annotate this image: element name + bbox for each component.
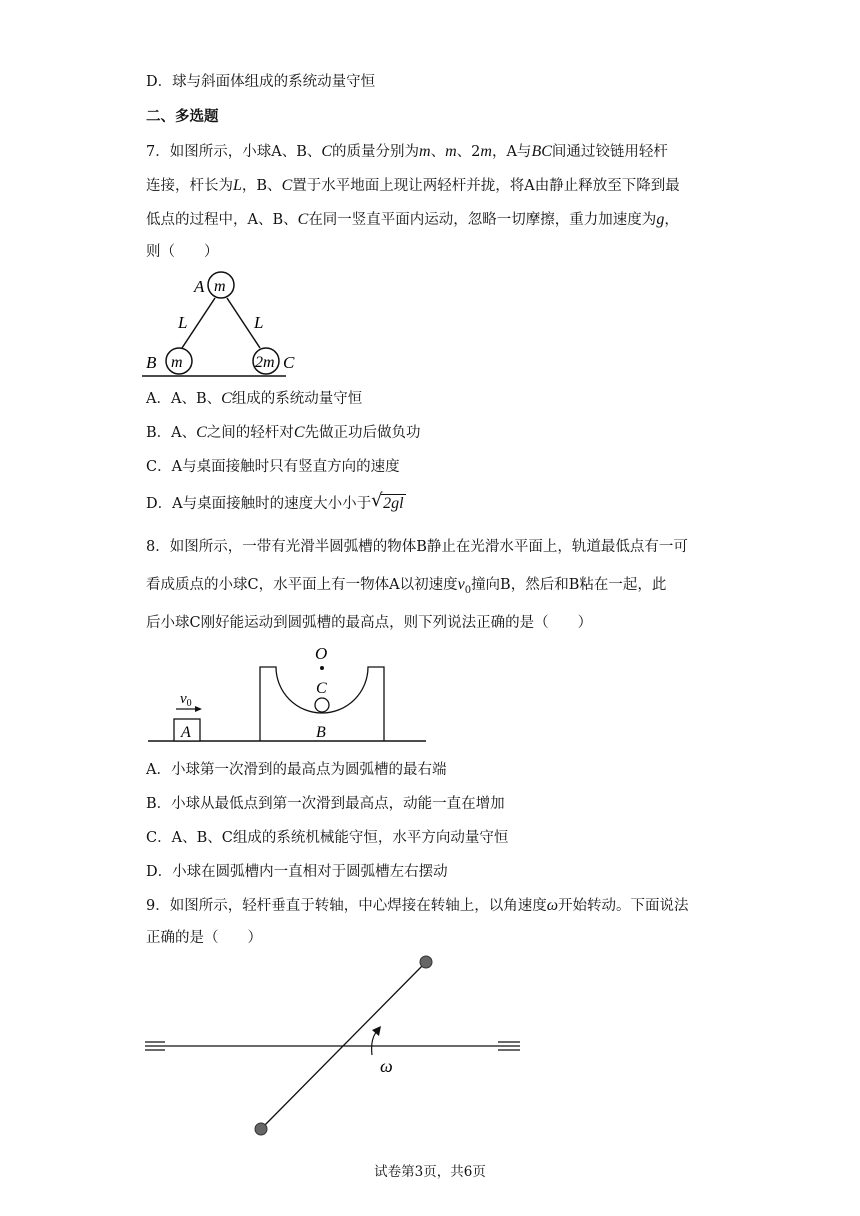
q8-label-c: C xyxy=(316,680,327,697)
q9-label-omega: ω xyxy=(380,1056,393,1076)
q8-label-v0: $v_0$ xyxy=(180,691,192,709)
q8-option-b: B．小球从最低点到第一次滑到最高点，动能一直在增加 xyxy=(146,796,505,812)
q9-ball-top xyxy=(420,956,432,968)
q7-option-a: A．A、B、C组成的系统动量守恒 xyxy=(146,390,363,407)
sqrt-expression: √ 2gl xyxy=(371,490,404,512)
q8-stem-line1: 8．如图所示，一带有光滑半圆弧槽的物体B静止在光滑水平面上，轨道最低点有一可 xyxy=(146,539,688,555)
q7-stem-line4: 则（ ） xyxy=(146,244,219,260)
section-title: 二、多选题 xyxy=(146,108,219,125)
q7-option-c: C．A与桌面接触时只有竖直方向的速度 xyxy=(146,459,400,475)
q7-label-a: A xyxy=(194,277,205,296)
q8-center-o-dot xyxy=(320,666,324,670)
q7-stem-line1: 7．如图所示，小球A、B、C的质量分别为m、m、2m，A与BC间通过铰链用轻杆 xyxy=(146,143,668,160)
q8-stem-line2: 看成质点的小球C，水平面上有一物体A以初速度$v_0$撞向B，然后和B粘在一起，此 xyxy=(146,576,667,596)
q9-ball-bottom xyxy=(255,1123,267,1135)
q7-mass-b: m xyxy=(171,354,183,371)
q8-ball-c xyxy=(315,698,329,712)
page-footer: 试卷第3页，共6页 xyxy=(374,1164,486,1180)
q8-option-a: A．小球第一次滑到的最高点为圆弧槽的最右端 xyxy=(146,762,447,778)
q8-label-b: B xyxy=(316,724,326,741)
q7-label-b: B xyxy=(146,353,157,372)
q9-figure xyxy=(140,950,530,1140)
q7-mass-a: m xyxy=(214,278,226,295)
q9-stem-line2: 正确的是（ ） xyxy=(146,930,262,946)
q8-label-o: O xyxy=(315,644,328,663)
q9-stem-line1: 9．如图所示，轻杆垂直于转轴，中心焊接在转轴上，以角速度ω开始转动。下面说法 xyxy=(146,897,689,914)
q7-mass-c: 2m xyxy=(255,354,275,371)
q8-stem-line3: 后小球C刚好能运动到圆弧槽的最高点，则下列说法正确的是（ ） xyxy=(146,615,593,631)
q7-label-c: C xyxy=(283,353,295,372)
q7-figure xyxy=(140,268,295,380)
q8-option-c: C．A、B、C组成的系统机械能守恒，水平方向动量守恒 xyxy=(146,830,509,846)
q7-label-l1: L xyxy=(178,313,188,332)
q7-label-l2: L xyxy=(254,313,264,332)
q7-stem-line2: 连接，杆长为L，B、C置于水平地面上现让两轻杆并拢，将A由静止释放至下降到最 xyxy=(146,177,680,194)
q8-label-a: A xyxy=(181,724,191,741)
q8-option-d: D．小球在圆弧槽内一直相对于圆弧槽左右摆动 xyxy=(146,864,448,880)
q8-figure xyxy=(148,645,438,745)
q7-stem-line3: 低点的过程中，A、B、C在同一竖直平面内运动，忽略一切摩擦，重力加速度为g， xyxy=(146,211,679,228)
prev-option-d: D．球与斜面体组成的系统动量守恒 xyxy=(146,74,376,90)
q7-option-b: B．A、C之间的轻杆对C先做正功后做负功 xyxy=(146,424,421,441)
q7-option-d: D．A与桌面接触时的速度大小小于 √ 2gl xyxy=(146,490,404,512)
